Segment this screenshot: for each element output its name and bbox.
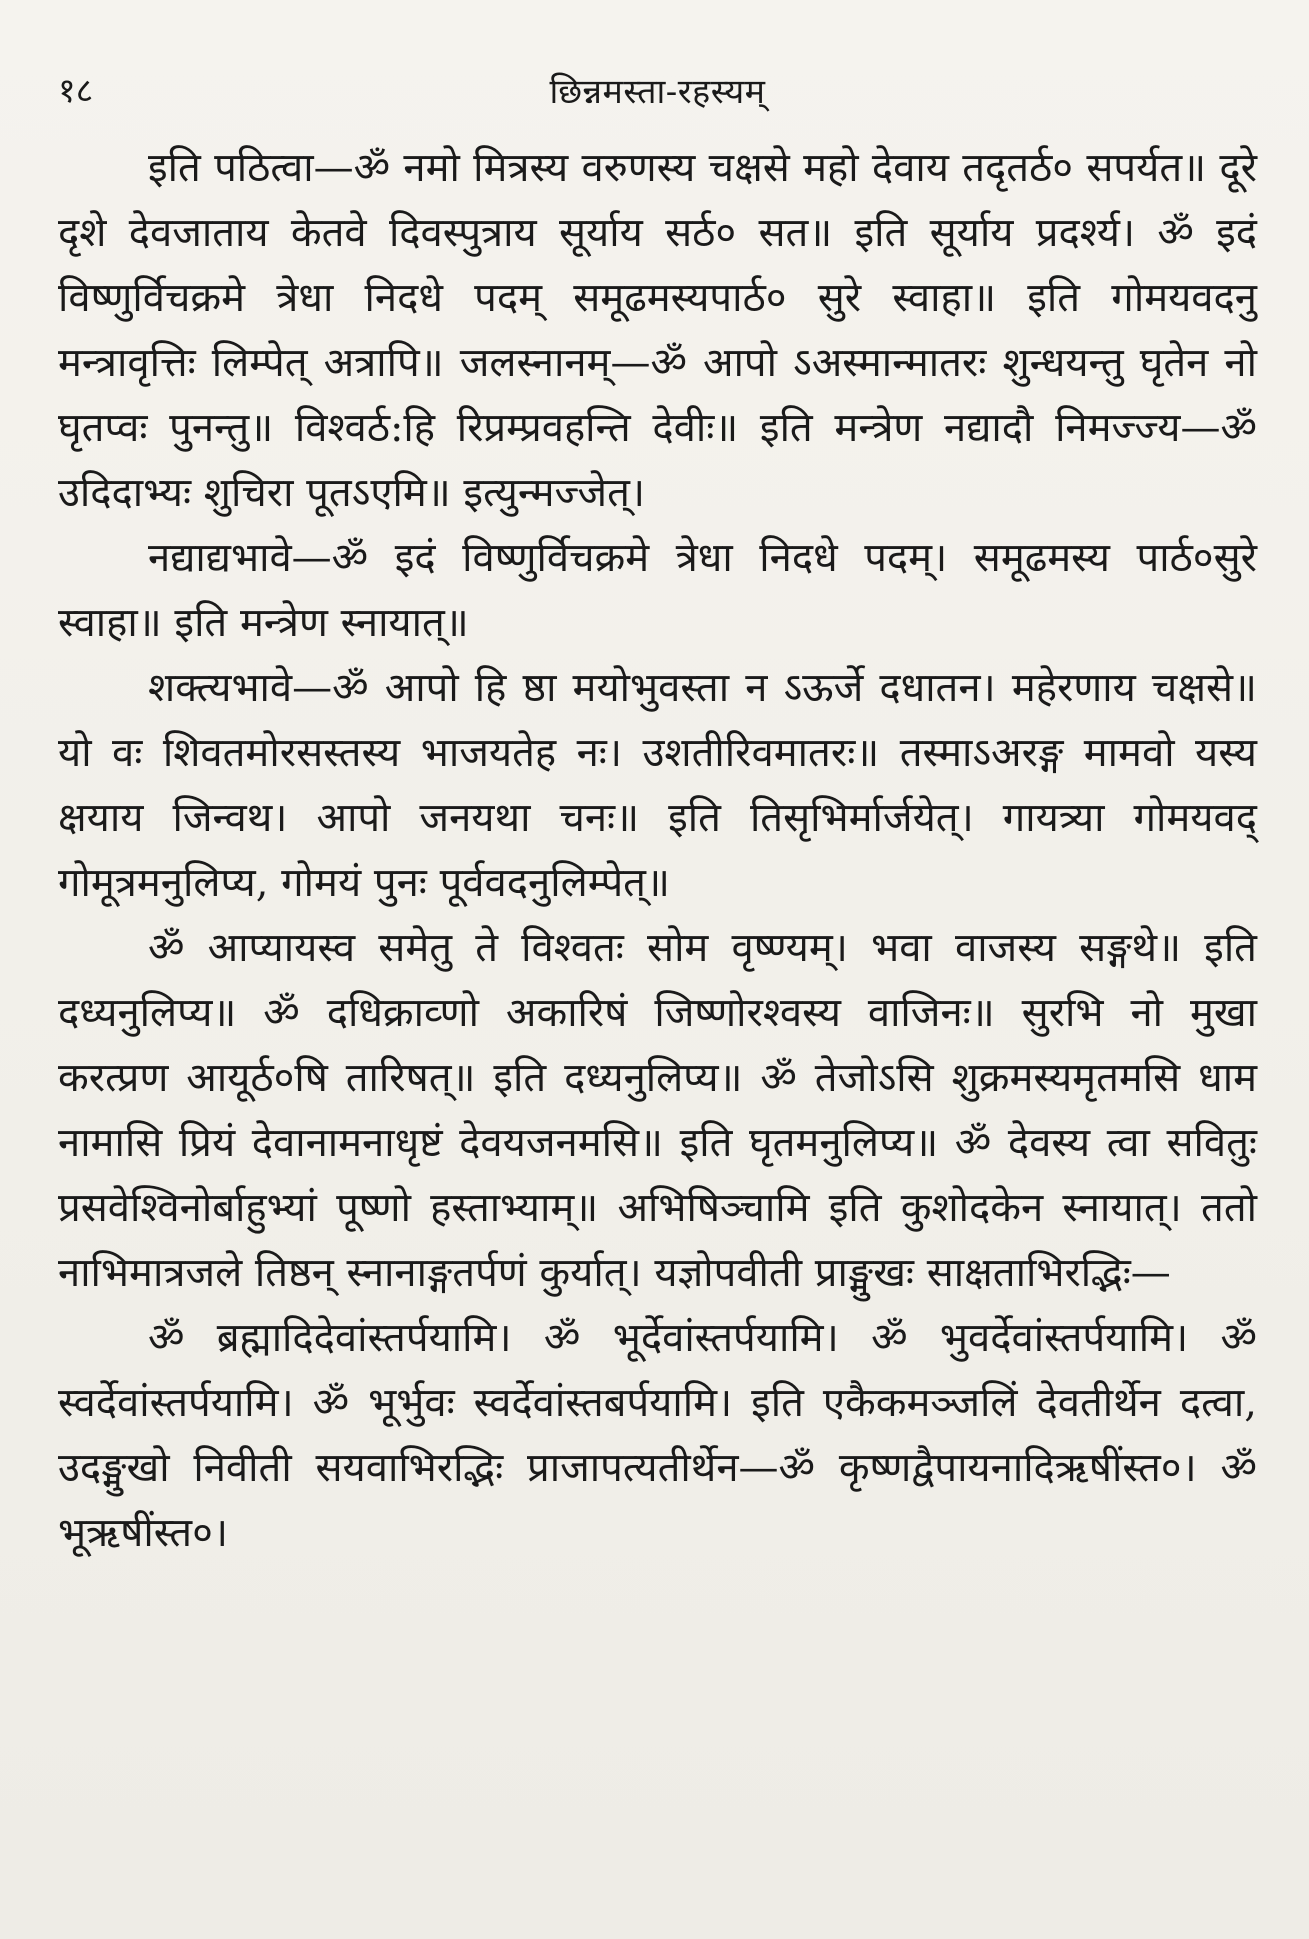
paragraph-tarpana: ॐ ब्रह्मादिदेवांस्तर्पयामि। ॐ भूर्देवांस्तर्पयामि। ॐ भुवर्देवांस्तर्पयामि। ॐ स्वर्देवांस्तर्पयामि। ॐ भूर्भुवः स्वर्देवांस्तबर्पयामि। इति एकैकमञ्जलिं देवतीर्थेन दत्वा, उदङ्मुखो निवीती सयवाभिरद्भिः प्राजापत्यतीर्थेन—ॐ कृष्णद्वैपायनादिऋषींस्त०। ॐ भूऋषींस्त०। — [58, 1315, 1257, 1556]
page-number: १८ — [58, 71, 94, 111]
paragraph-inability: शक्त्यभावे—ॐ आपो हि ष्ठा मयोभुवस्ता न ऽऊर्जे दधातन। महेरणाय चक्षसे॥ यो वः शिवतमोरसस्तस्य भाजयतेह नः। उशतीरिवमातरः॥ तस्माऽअरङ्ग मामवो यस्य क्षयाय जिन्वथ। आपो जनयथा चनः॥ इति तिसृभिर्मार्जयेत्। गायत्र्या गोमयवद् गोमूत्रमनुलिप्य, गोमयं पुनः पूर्ववदनुलिम्पेत्॥ — [58, 665, 1257, 906]
paragraph-anointing: ॐ आप्यायस्व समेतु ते विश्वतः सोम वृष्ण्यम्। भवा वाजस्य सङ्गथे॥ इति दध्यनुलिप्य॥ ॐ दधिक्राव्णो अकारिषं जिष्णोरश्वस्य वाजिनः॥ सुरभि नो मुखा करत्प्रण आयूर्ठ०षि तारिषत्॥ इति दध्यनुलिप्य॥ ॐ तेजोऽसि शुक्रमस्यमृतमसि धाम नामासि प्रियं देवानामनाधृष्टं देवयजनमसि॥ इति घृतमनुलिप्य॥ ॐ देवस्य त्वा सवितुः प्रसवेश्विनोर्बाहुभ्यां पूष्णो हस्ताभ्याम्॥ अभिषिञ्चामि इति कुशोदकेन स्नायात्। ततो नाभिमात्रजले तिष्ठन् स्नानाङ्गतर्पणं कुर्यात्। यज्ञोपवीती प्राङ्मुखः साक्षताभिरद्भिः— — [58, 925, 1257, 1296]
running-title: छिन्नमस्ता-रहस्यम् — [549, 72, 766, 112]
page-header — [58, 62, 1257, 118]
page-body — [58, 136, 1257, 1566]
paragraph-ablution: इति पठित्वा—ॐ नमो मित्रस्य वरुणस्य चक्षसे महो देवाय तदृतर्ठ० सपर्यत॥ दूरे दृशे देवजाताय केतवे दिवस्पुत्राय सूर्याय सर्ठ० सत॥ इति सूर्याय प्रदर्श्य। ॐ इदं विष्णुर्विचक्रमे त्रेधा निदधे पदम् समूढमस्यपार्ठ० सुरे स्वाहा॥ इति गोमयवदनु मन्त्रावृत्तिः लिम्पेत् अत्रापि॥ जलस्नानम्—ॐ आपो ऽअस्मान्मातरः शुन्धयन्तु घृतेन नो घृतप्वः पुनन्तु॥ विश्वर्ठ:हि रिप्रम्प्रवहन्ति देवीः॥ इति मन्त्रेण नद्यादौ निमज्ज्य—ॐ उदिदाभ्यः शुचिरा पूतऽएमि॥ इत्युन्मज्जेत्। — [58, 145, 1257, 516]
paragraph-river-absence: नद्याद्यभावे—ॐ इदं विष्णुर्विचक्रमे त्रेधा निदधे पदम्। समूढमस्य पार्ठ०सुरे स्वाहा॥ इति मन्त्रेण स्नायात्॥ — [58, 535, 1257, 646]
